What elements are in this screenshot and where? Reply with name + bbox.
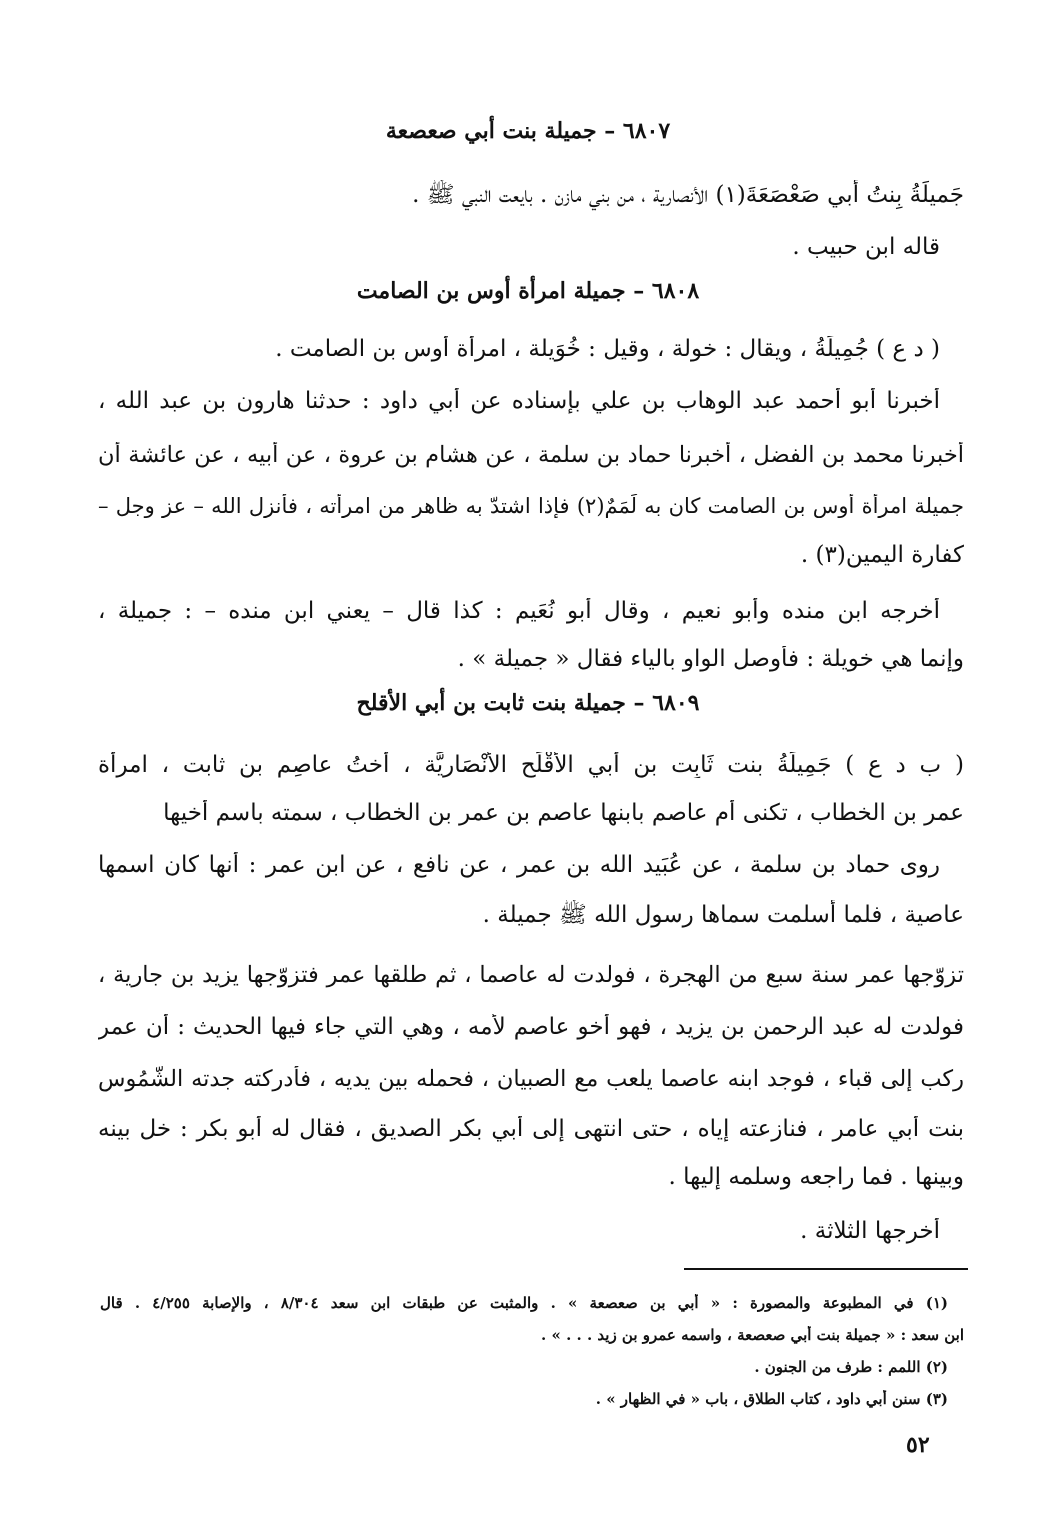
footnote-separator (684, 1268, 968, 1270)
text-line: فولدت له عبد الرحمن بن يزيد ، فهو أخو عاصم لأمه ، وهي التي جاء فيها الحديث : أن عمر (98, 1014, 964, 1040)
footnote-line: (١) في المطبوعة والمصورة : « أبي بن صعصعة » . والمثبت عن طبقات ابن سعد ٨/٣٠٤ ، والإصابة ٤/٢٥٥ . قال (100, 1294, 948, 1312)
entry-title: ٦٨٠٧ – جميلة بنت أبي صعصعة (385, 118, 671, 144)
footnote-line: ابن سعد : « جميلة بنت أبي صعصعة ، واسمه عمرو بن زيد . . . » . (541, 1326, 964, 1344)
text-line: كفارة اليمين(٣) . (800, 542, 964, 568)
text-line: بنت أبي عامر ، فنازعته إياه ، حتى انتهى إلى أبي بكر الصديق ، فقال له أبو بكر : خل بينه (98, 1116, 964, 1142)
text-line: ركب إلى قباء ، فوجد ابنه عاصما يلعب مع الصبيان ، فحمله بين يديه ، فأدركته جدته الشَّمُوس (98, 1066, 964, 1092)
text-line: وإنما هي خويلة : فأوصل الواو بالياء فقال « جميلة » . (457, 646, 964, 672)
text-line: قاله ابن حبيب . (792, 234, 940, 260)
text-line: روى حماد بن سلمة ، عن عُبَيد الله بن عمر ، عن نافع ، عن ابن عمر : أنها كان اسمها (98, 852, 940, 878)
page-number: ٥٢ (906, 1432, 930, 1458)
text-line: وبينها . فما راجعه وسلمه إليها . (668, 1164, 964, 1190)
text-line: أخرجها الثلاثة . (800, 1218, 940, 1244)
text-line: عاصية ، فلما أسلمت سماها رسول الله ﷺ جميلة . (482, 902, 964, 928)
text-line: ( د ع ) جُمِيلَةُ ، ويقال : خولة ، وقيل : خُوَيلة ، امرأة أوس بن الصامت . (275, 336, 940, 362)
text-line: عمر بن الخطاب ، تكنى أم عاصم بابنها عاصم بن عمر بن الخطاب ، سمته باسم أخيها (163, 800, 964, 826)
text-line: تزوّجها عمر سنة سبع من الهجرة ، فولدت له عاصما ، ثم طلقها عمر فتزوّجها يزيد بن جارية ، (98, 962, 964, 988)
entry-title: ٦٨٠٩ – جميلة بنت ثابت بن أبي الأقلح (356, 690, 700, 716)
entry-title: ٦٨٠٨ – جميلة امرأة أوس بن الصامت (356, 278, 700, 304)
text-line: ( ب د ع ) جَمِيلَةُ بنت ثَابِت بن أبي الأَقْلَح الأَنْصَارِيَّة ، أُختُ عاصِمِ بن ثابت ، امرأة (98, 752, 964, 778)
text-line: أخبرنا محمد بن الفضل ، أخبرنا حماد بن سلمة ، عن هشام بن عروة ، عن أبيه ، عن عائشة أن (98, 442, 964, 468)
text-line: جَميلَةُ بِنتُ أبي صَعْصَعَةَ(١) الأنصارية ، من بني مازن . بايعت النبي ﷺ . (412, 182, 964, 208)
text-line: أخرجه ابن منده وأبو نعيم ، وقال أبو نُعَيم : كذا قال – يعني ابن منده – : جميلة ، (98, 598, 940, 624)
footnote-line: (٣) سنن أبي داود ، كتاب الطلاق ، باب « في الظهار » . (595, 1390, 948, 1408)
footnote-line: (٢) اللمم : طرف من الجنون . (754, 1358, 948, 1376)
text-line: جميلة امرأة أوس بن الصامت كان به لَمَمٌ(٢) فإذا اشتدّ به ظاهر من امرأته ، فأنزل الله – عز وجل – (98, 494, 964, 518)
text-line: أخبرنا أبو أحمد عبد الوهاب بن علي بإسناده عن أبي داود : حدثنا هارون بن عبد الله ، (98, 388, 940, 414)
